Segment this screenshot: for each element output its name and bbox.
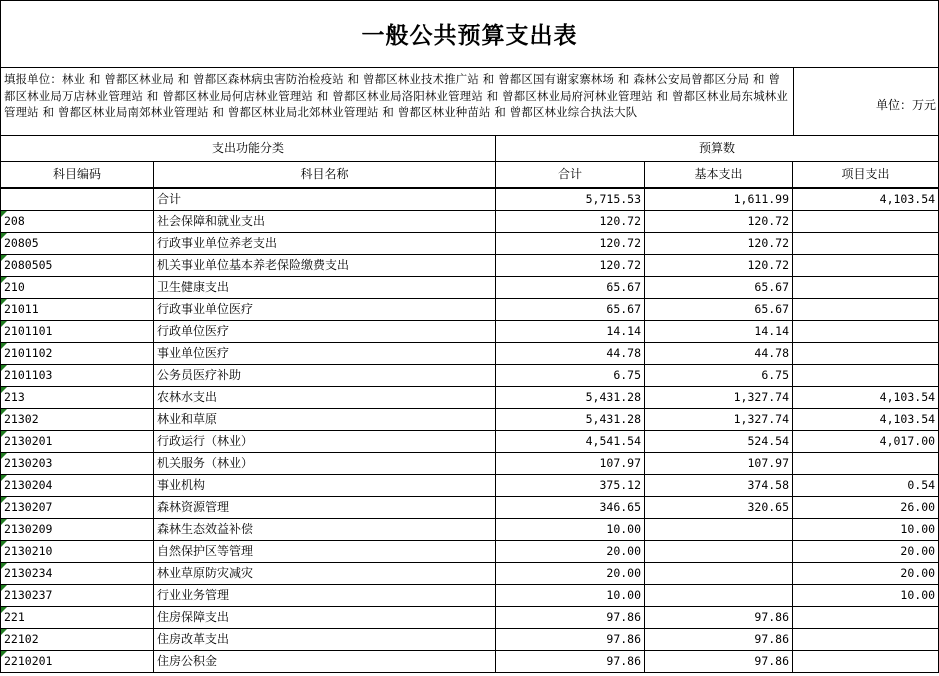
code-cell[interactable]: 2130203 [1, 453, 154, 475]
basic-cell[interactable]: 374.58 [645, 475, 793, 497]
basic-cell[interactable]: 97.86 [645, 651, 793, 673]
code-cell[interactable]: 2080505 [1, 255, 154, 277]
basic-cell[interactable] [645, 541, 793, 563]
cell-comment-marker-icon [1, 343, 7, 349]
cell-comment-marker-icon [1, 387, 7, 393]
code-cell[interactable]: 210 [1, 277, 154, 299]
cell-comment-marker-icon [1, 563, 7, 569]
header-group-row [1, 136, 939, 162]
budget-table [0, 135, 939, 673]
name-cell[interactable]: 住房公积金 [154, 651, 496, 673]
name-cell[interactable]: 公务员医疗补助 [154, 365, 496, 387]
cell-comment-marker-icon [1, 475, 7, 481]
total-cell[interactable]: 5,431.28 [496, 409, 645, 431]
table-row [1, 299, 939, 321]
table-row [1, 321, 939, 343]
code-cell[interactable]: 2130204 [1, 475, 154, 497]
code-cell[interactable]: 2130234 [1, 563, 154, 585]
table-row [1, 497, 939, 519]
header-name[interactable]: 科目名称 [154, 162, 496, 189]
project-cell[interactable]: 26.00 [793, 497, 939, 519]
code-cell[interactable]: 2130207 [1, 497, 154, 519]
project-cell[interactable] [793, 277, 939, 299]
basic-cell[interactable]: 120.72 [645, 255, 793, 277]
project-cell[interactable]: 4,103.54 [793, 188, 939, 211]
cell-comment-marker-icon [1, 277, 7, 283]
name-cell[interactable]: 森林资源管理 [154, 497, 496, 519]
total-cell[interactable]: 97.86 [496, 629, 645, 651]
total-cell[interactable]: 107.97 [496, 453, 645, 475]
header-basic[interactable]: 基本支出 [645, 162, 793, 189]
cell-comment-marker-icon [1, 497, 7, 503]
basic-cell[interactable]: 65.67 [645, 299, 793, 321]
name-cell[interactable]: 自然保护区等管理 [154, 541, 496, 563]
name-cell[interactable]: 社会保障和就业支出 [154, 211, 496, 233]
basic-cell[interactable]: 14.14 [645, 321, 793, 343]
cell-comment-marker-icon [1, 629, 7, 635]
project-cell[interactable]: 0.54 [793, 475, 939, 497]
total-cell[interactable]: 97.86 [496, 607, 645, 629]
basic-cell[interactable]: 97.86 [645, 629, 793, 651]
basic-cell[interactable] [645, 585, 793, 607]
name-cell[interactable]: 林业和草原 [154, 409, 496, 431]
cell-comment-marker-icon [1, 651, 7, 657]
header-column-row [1, 162, 939, 189]
table-row [1, 255, 939, 277]
table-row [1, 343, 939, 365]
table-row [1, 188, 939, 211]
code-cell[interactable]: 2130201 [1, 431, 154, 453]
code-cell[interactable]: 2210201 [1, 651, 154, 673]
total-cell[interactable]: 10.00 [496, 585, 645, 607]
basic-cell[interactable]: 120.72 [645, 233, 793, 255]
total-cell[interactable]: 97.86 [496, 651, 645, 673]
code-cell[interactable]: 221 [1, 607, 154, 629]
cell-comment-marker-icon [1, 233, 7, 239]
table-row [1, 431, 939, 453]
header-function-classification[interactable]: 支出功能分类 [1, 136, 496, 162]
header-project[interactable]: 项目支出 [793, 162, 939, 189]
code-cell[interactable]: 2130237 [1, 585, 154, 607]
basic-cell[interactable]: 1,327.74 [645, 387, 793, 409]
project-cell[interactable]: 10.00 [793, 519, 939, 541]
basic-cell[interactable]: 524.54 [645, 431, 793, 453]
cell-comment-marker-icon [1, 585, 7, 591]
basic-cell[interactable]: 65.67 [645, 277, 793, 299]
cell-comment-marker-icon [1, 453, 7, 459]
cell-comment-marker-icon [1, 431, 7, 437]
code-cell[interactable]: 2130209 [1, 519, 154, 541]
project-cell[interactable] [793, 321, 939, 343]
basic-cell[interactable] [645, 519, 793, 541]
basic-cell[interactable]: 6.75 [645, 365, 793, 387]
table-row [1, 651, 939, 673]
total-cell[interactable]: 14.14 [496, 321, 645, 343]
total-cell[interactable]: 5,715.53 [496, 188, 645, 211]
name-cell[interactable]: 卫生健康支出 [154, 277, 496, 299]
name-cell[interactable]: 行政事业单位养老支出 [154, 233, 496, 255]
code-cell[interactable]: 2101103 [1, 365, 154, 387]
total-cell[interactable]: 20.00 [496, 563, 645, 585]
cell-comment-marker-icon [1, 519, 7, 525]
name-cell[interactable]: 事业机构 [154, 475, 496, 497]
total-cell[interactable]: 5,431.28 [496, 387, 645, 409]
name-cell[interactable]: 机关服务（林业） [154, 453, 496, 475]
total-cell[interactable]: 65.67 [496, 277, 645, 299]
cell-comment-marker-icon [1, 255, 7, 261]
name-cell[interactable]: 农林水支出 [154, 387, 496, 409]
header-code[interactable]: 科目编码 [1, 162, 154, 189]
basic-cell[interactable]: 1,611.99 [645, 188, 793, 211]
project-cell[interactable] [793, 255, 939, 277]
table-row [1, 277, 939, 299]
header-total[interactable]: 合计 [496, 162, 645, 189]
basic-cell[interactable]: 120.72 [645, 211, 793, 233]
code-cell[interactable] [1, 188, 154, 211]
project-cell[interactable] [793, 211, 939, 233]
code-cell[interactable]: 20805 [1, 233, 154, 255]
table-row [1, 365, 939, 387]
cell-comment-marker-icon [1, 299, 7, 305]
code-cell[interactable]: 2130210 [1, 541, 154, 563]
cell-comment-marker-icon [1, 211, 7, 217]
table-row [1, 211, 939, 233]
project-cell[interactable] [793, 651, 939, 673]
total-cell[interactable]: 6.75 [496, 365, 645, 387]
project-cell[interactable] [793, 343, 939, 365]
info-row [0, 67, 939, 136]
project-cell[interactable] [793, 607, 939, 629]
reporting-unit: 填报单位：林业 和 曾都区林业局 和 曾都区森林病虫害防治检疫站 和 曾都区林业技术推广站 和 曾都区国有谢家寨林场 和 森林公安局曾都区分局 和 曾都区林业局万店林业管理站 和 曾都区林业局何店林业管理站 和 曾都区林业局洛阳林业管理站 和 曾都区林业局府河林业管理站 和 曾都区林业局东城林业管理站 和 曾都区林业局南郊林业管理站 和 曾都区林业局北郊林业管理站 和 曾都区林业种苗站 和 曾都区林业综合执法大队 [4, 72, 788, 119]
code-cell[interactable]: 21302 [1, 409, 154, 431]
name-cell[interactable]: 行政事业单位医疗 [154, 299, 496, 321]
name-cell[interactable]: 行政单位医疗 [154, 321, 496, 343]
project-cell[interactable]: 4,103.54 [793, 387, 939, 409]
project-cell[interactable]: 20.00 [793, 563, 939, 585]
project-cell[interactable] [793, 299, 939, 321]
name-cell[interactable]: 森林生态效益补偿 [154, 519, 496, 541]
total-cell[interactable]: 120.72 [496, 255, 645, 277]
basic-cell[interactable]: 320.65 [645, 497, 793, 519]
code-cell[interactable]: 2101101 [1, 321, 154, 343]
total-cell[interactable]: 120.72 [496, 211, 645, 233]
total-cell[interactable]: 120.72 [496, 233, 645, 255]
basic-cell[interactable]: 44.78 [645, 343, 793, 365]
project-cell[interactable] [793, 629, 939, 651]
name-cell[interactable]: 住房改革支出 [154, 629, 496, 651]
code-cell[interactable]: 21011 [1, 299, 154, 321]
header-budget-amount[interactable]: 预算数 [496, 136, 939, 162]
cell-comment-marker-icon [1, 541, 7, 547]
total-cell[interactable]: 375.12 [496, 475, 645, 497]
name-cell[interactable]: 事业单位医疗 [154, 343, 496, 365]
cell-comment-marker-icon [1, 365, 7, 371]
name-cell[interactable]: 行政运行（林业） [154, 431, 496, 453]
project-cell[interactable] [793, 453, 939, 475]
table-row [1, 519, 939, 541]
name-cell[interactable]: 行业业务管理 [154, 585, 496, 607]
table-row [1, 475, 939, 497]
table-row [1, 541, 939, 563]
cell-comment-marker-icon [1, 409, 7, 415]
name-cell[interactable]: 住房保障支出 [154, 607, 496, 629]
total-cell[interactable]: 20.00 [496, 541, 645, 563]
name-cell[interactable]: 合计 [154, 188, 496, 211]
code-cell[interactable]: 208 [1, 211, 154, 233]
table-row [1, 453, 939, 475]
title-row [0, 0, 939, 68]
unit-cell [793, 68, 939, 136]
cell-comment-marker-icon [1, 607, 7, 613]
total-cell[interactable]: 4,541.54 [496, 431, 645, 453]
code-cell[interactable]: 2101102 [1, 343, 154, 365]
project-cell[interactable]: 4,103.54 [793, 409, 939, 431]
unit-label: 单位：万元 [875, 98, 936, 112]
table-row [1, 409, 939, 431]
project-cell[interactable]: 4,017.00 [793, 431, 939, 453]
project-cell[interactable]: 10.00 [793, 585, 939, 607]
project-cell[interactable]: 20.00 [793, 541, 939, 563]
code-cell[interactable]: 213 [1, 387, 154, 409]
page-title: 一般公共预算支出表 [361, 22, 578, 49]
table-row [1, 233, 939, 255]
table-row [1, 387, 939, 409]
basic-cell[interactable]: 97.86 [645, 607, 793, 629]
total-cell[interactable]: 44.78 [496, 343, 645, 365]
name-cell[interactable]: 林业草原防灾减灾 [154, 563, 496, 585]
basic-cell[interactable]: 1,327.74 [645, 409, 793, 431]
code-cell[interactable]: 22102 [1, 629, 154, 651]
basic-cell[interactable] [645, 563, 793, 585]
table-row [1, 585, 939, 607]
table-row [1, 629, 939, 651]
table-row [1, 607, 939, 629]
total-cell[interactable]: 10.00 [496, 519, 645, 541]
cell-comment-marker-icon [1, 321, 7, 327]
project-cell[interactable] [793, 233, 939, 255]
total-cell[interactable]: 346.65 [496, 497, 645, 519]
basic-cell[interactable]: 107.97 [645, 453, 793, 475]
table-row [1, 563, 939, 585]
project-cell[interactable] [793, 365, 939, 387]
total-cell[interactable]: 65.67 [496, 299, 645, 321]
name-cell[interactable]: 机关事业单位基本养老保险缴费支出 [154, 255, 496, 277]
